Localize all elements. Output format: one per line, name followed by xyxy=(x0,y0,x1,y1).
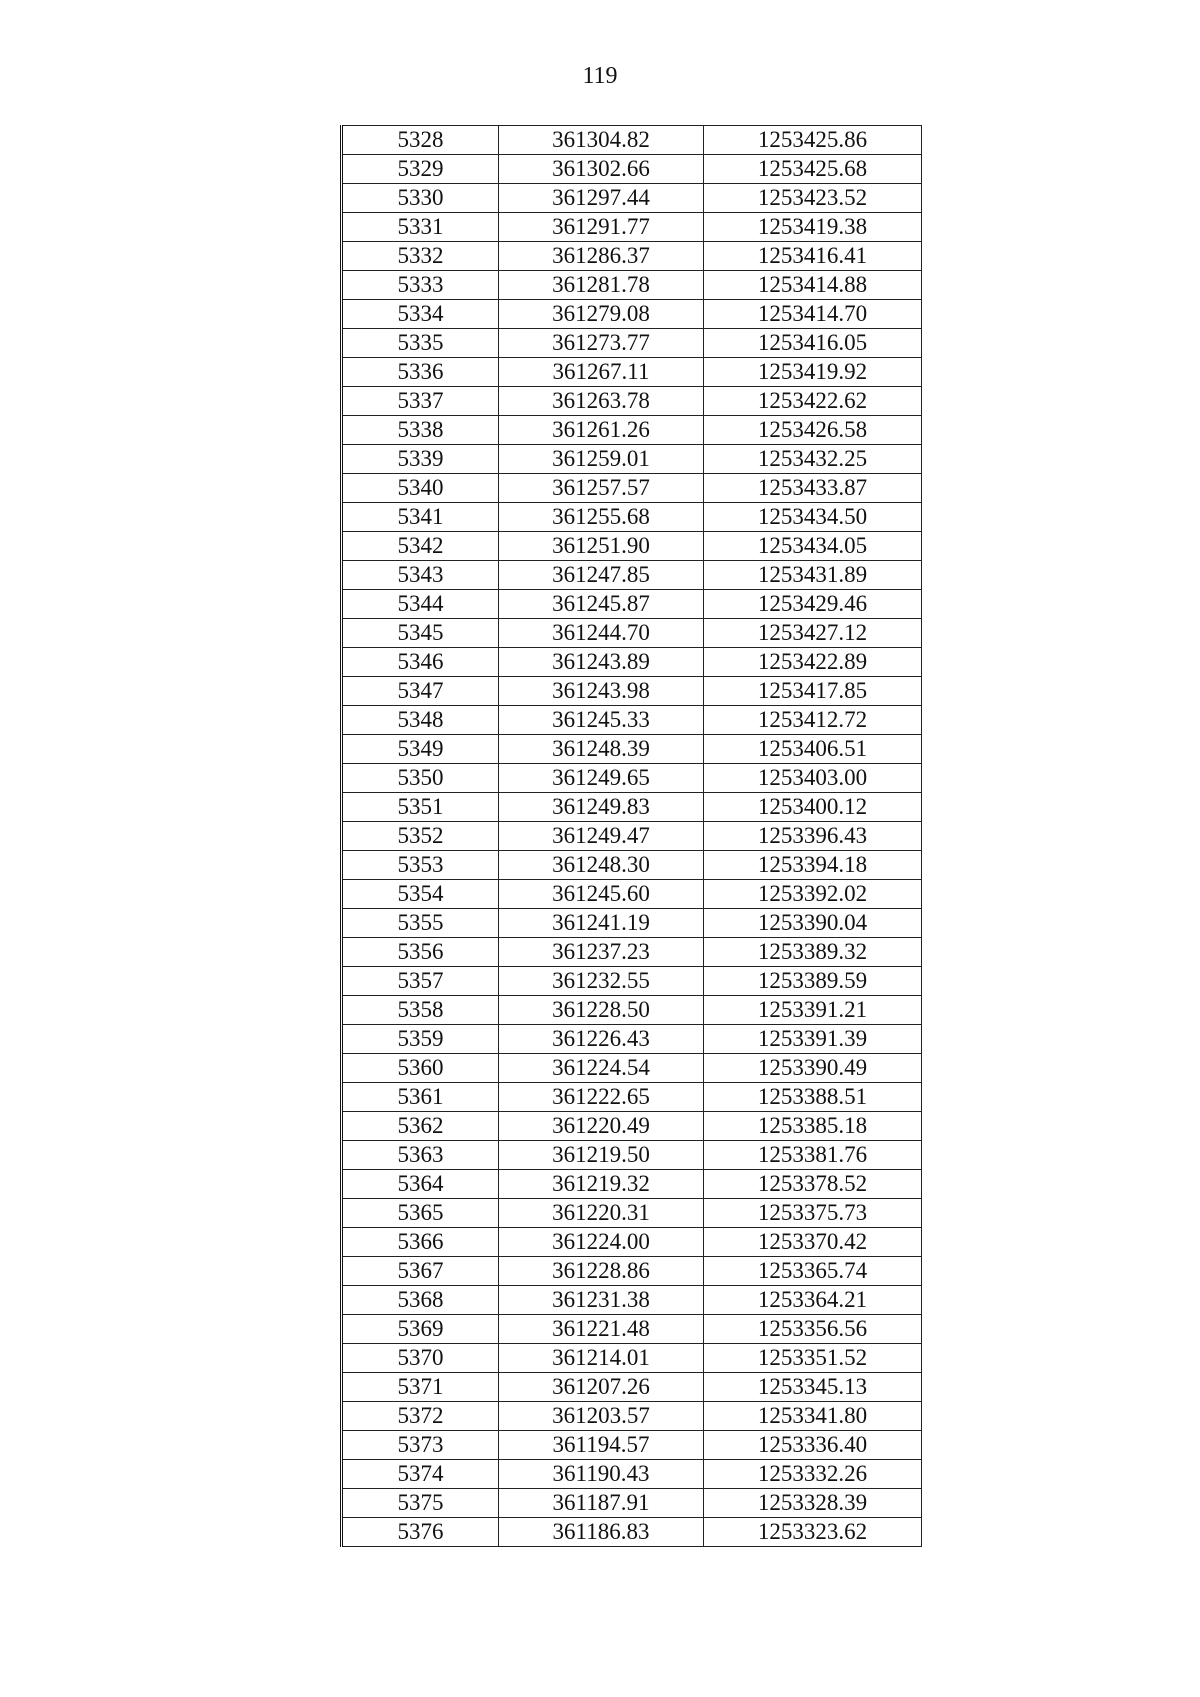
x-coordinate-cell: 361249.83 xyxy=(499,793,704,822)
y-coordinate-cell: 1253365.74 xyxy=(704,1257,922,1286)
page-number: 119 xyxy=(582,63,618,89)
point-id-cell: 5360 xyxy=(342,1054,499,1083)
table-row xyxy=(342,1431,922,1460)
x-coordinate-cell: 361245.87 xyxy=(499,590,704,619)
point-id-cell: 5365 xyxy=(342,1199,499,1228)
y-coordinate-cell: 1253391.39 xyxy=(704,1025,922,1054)
point-id-cell: 5372 xyxy=(342,1402,499,1431)
table-row xyxy=(342,1489,922,1518)
y-coordinate-cell: 1253425.86 xyxy=(704,126,922,155)
y-coordinate-cell: 1253422.62 xyxy=(704,387,922,416)
x-coordinate-cell: 361259.01 xyxy=(499,445,704,474)
y-coordinate-cell: 1253389.32 xyxy=(704,938,922,967)
point-id-cell: 5366 xyxy=(342,1228,499,1257)
x-coordinate-cell: 361245.33 xyxy=(499,706,704,735)
table-row xyxy=(342,1199,922,1228)
y-coordinate-cell: 1253412.72 xyxy=(704,706,922,735)
table-row xyxy=(342,648,922,677)
x-coordinate-cell: 361219.50 xyxy=(499,1141,704,1170)
y-coordinate-cell: 1253381.76 xyxy=(704,1141,922,1170)
point-id-cell: 5349 xyxy=(342,735,499,764)
y-coordinate-cell: 1253400.12 xyxy=(704,793,922,822)
table-row xyxy=(342,126,922,155)
table-row xyxy=(342,358,922,387)
y-coordinate-cell: 1253414.70 xyxy=(704,300,922,329)
point-id-cell: 5357 xyxy=(342,967,499,996)
y-coordinate-cell: 1253392.02 xyxy=(704,880,922,909)
table-row xyxy=(342,416,922,445)
x-coordinate-cell: 361224.54 xyxy=(499,1054,704,1083)
point-id-cell: 5353 xyxy=(342,851,499,880)
y-coordinate-cell: 1253433.87 xyxy=(704,474,922,503)
y-coordinate-cell: 1253429.46 xyxy=(704,590,922,619)
y-coordinate-cell: 1253422.89 xyxy=(704,648,922,677)
table-row xyxy=(342,735,922,764)
x-coordinate-cell: 361251.90 xyxy=(499,532,704,561)
point-id-cell: 5356 xyxy=(342,938,499,967)
x-coordinate-cell: 361245.60 xyxy=(499,880,704,909)
table-row xyxy=(342,532,922,561)
point-id-cell: 5355 xyxy=(342,909,499,938)
table-row xyxy=(342,1460,922,1489)
table-row xyxy=(342,880,922,909)
y-coordinate-cell: 1253370.42 xyxy=(704,1228,922,1257)
y-coordinate-cell: 1253375.73 xyxy=(704,1199,922,1228)
x-coordinate-cell: 361221.48 xyxy=(499,1315,704,1344)
point-id-cell: 5352 xyxy=(342,822,499,851)
point-id-cell: 5341 xyxy=(342,503,499,532)
x-coordinate-cell: 361249.47 xyxy=(499,822,704,851)
point-id-cell: 5373 xyxy=(342,1431,499,1460)
table-row xyxy=(342,822,922,851)
x-coordinate-cell: 361297.44 xyxy=(499,184,704,213)
y-coordinate-cell: 1253434.05 xyxy=(704,532,922,561)
table-row xyxy=(342,851,922,880)
coordinates-table xyxy=(340,125,922,1547)
x-coordinate-cell: 361267.11 xyxy=(499,358,704,387)
y-coordinate-cell: 1253416.05 xyxy=(704,329,922,358)
point-id-cell: 5348 xyxy=(342,706,499,735)
table-row xyxy=(342,764,922,793)
x-coordinate-cell: 361281.78 xyxy=(499,271,704,300)
table-row xyxy=(342,677,922,706)
point-id-cell: 5361 xyxy=(342,1083,499,1112)
x-coordinate-cell: 361232.55 xyxy=(499,967,704,996)
point-id-cell: 5340 xyxy=(342,474,499,503)
x-coordinate-cell: 361302.66 xyxy=(499,155,704,184)
y-coordinate-cell: 1253403.00 xyxy=(704,764,922,793)
y-coordinate-cell: 1253390.49 xyxy=(704,1054,922,1083)
point-id-cell: 5346 xyxy=(342,648,499,677)
y-coordinate-cell: 1253416.41 xyxy=(704,242,922,271)
table-row xyxy=(342,271,922,300)
point-id-cell: 5350 xyxy=(342,764,499,793)
x-coordinate-cell: 361291.77 xyxy=(499,213,704,242)
x-coordinate-cell: 361248.39 xyxy=(499,735,704,764)
table-row xyxy=(342,1228,922,1257)
table-row xyxy=(342,967,922,996)
point-id-cell: 5332 xyxy=(342,242,499,271)
x-coordinate-cell: 361231.38 xyxy=(499,1286,704,1315)
table-body xyxy=(342,126,922,1547)
y-coordinate-cell: 1253432.25 xyxy=(704,445,922,474)
table-row xyxy=(342,503,922,532)
y-coordinate-cell: 1253351.52 xyxy=(704,1344,922,1373)
table-row xyxy=(342,1402,922,1431)
point-id-cell: 5359 xyxy=(342,1025,499,1054)
point-id-cell: 5364 xyxy=(342,1170,499,1199)
table-row xyxy=(342,184,922,213)
table-row xyxy=(342,793,922,822)
table-row xyxy=(342,706,922,735)
point-id-cell: 5342 xyxy=(342,532,499,561)
y-coordinate-cell: 1253323.62 xyxy=(704,1518,922,1547)
point-id-cell: 5344 xyxy=(342,590,499,619)
y-coordinate-cell: 1253390.04 xyxy=(704,909,922,938)
table-row xyxy=(342,1344,922,1373)
table-row xyxy=(342,155,922,184)
table-row xyxy=(342,474,922,503)
point-id-cell: 5367 xyxy=(342,1257,499,1286)
point-id-cell: 5343 xyxy=(342,561,499,590)
point-id-cell: 5374 xyxy=(342,1460,499,1489)
table-row xyxy=(342,445,922,474)
point-id-cell: 5334 xyxy=(342,300,499,329)
x-coordinate-cell: 361190.43 xyxy=(499,1460,704,1489)
point-id-cell: 5368 xyxy=(342,1286,499,1315)
y-coordinate-cell: 1253345.13 xyxy=(704,1373,922,1402)
y-coordinate-cell: 1253389.59 xyxy=(704,967,922,996)
table-row xyxy=(342,996,922,1025)
table-row xyxy=(342,1054,922,1083)
point-id-cell: 5333 xyxy=(342,271,499,300)
table-row xyxy=(342,213,922,242)
x-coordinate-cell: 361214.01 xyxy=(499,1344,704,1373)
y-coordinate-cell: 1253419.38 xyxy=(704,213,922,242)
x-coordinate-cell: 361224.00 xyxy=(499,1228,704,1257)
point-id-cell: 5363 xyxy=(342,1141,499,1170)
table-row xyxy=(342,387,922,416)
table-row xyxy=(342,619,922,648)
y-coordinate-cell: 1253328.39 xyxy=(704,1489,922,1518)
x-coordinate-cell: 361237.23 xyxy=(499,938,704,967)
table-row xyxy=(342,1373,922,1402)
point-id-cell: 5329 xyxy=(342,155,499,184)
x-coordinate-cell: 361226.43 xyxy=(499,1025,704,1054)
point-id-cell: 5328 xyxy=(342,126,499,155)
y-coordinate-cell: 1253332.26 xyxy=(704,1460,922,1489)
y-coordinate-cell: 1253434.50 xyxy=(704,503,922,532)
x-coordinate-cell: 361203.57 xyxy=(499,1402,704,1431)
x-coordinate-cell: 361286.37 xyxy=(499,242,704,271)
point-id-cell: 5354 xyxy=(342,880,499,909)
table-row xyxy=(342,1112,922,1141)
x-coordinate-cell: 361187.91 xyxy=(499,1489,704,1518)
point-id-cell: 5371 xyxy=(342,1373,499,1402)
x-coordinate-cell: 361244.70 xyxy=(499,619,704,648)
y-coordinate-cell: 1253426.58 xyxy=(704,416,922,445)
y-coordinate-cell: 1253423.52 xyxy=(704,184,922,213)
x-coordinate-cell: 361263.78 xyxy=(499,387,704,416)
x-coordinate-cell: 361207.26 xyxy=(499,1373,704,1402)
x-coordinate-cell: 361219.32 xyxy=(499,1170,704,1199)
x-coordinate-cell: 361220.31 xyxy=(499,1199,704,1228)
x-coordinate-cell: 361249.65 xyxy=(499,764,704,793)
point-id-cell: 5376 xyxy=(342,1518,499,1547)
table-row xyxy=(342,1286,922,1315)
point-id-cell: 5369 xyxy=(342,1315,499,1344)
x-coordinate-cell: 361222.65 xyxy=(499,1083,704,1112)
x-coordinate-cell: 361243.89 xyxy=(499,648,704,677)
table-row xyxy=(342,561,922,590)
x-coordinate-cell: 361247.85 xyxy=(499,561,704,590)
table-row xyxy=(342,1025,922,1054)
x-coordinate-cell: 361186.83 xyxy=(499,1518,704,1547)
table-row xyxy=(342,1518,922,1547)
x-coordinate-cell: 361243.98 xyxy=(499,677,704,706)
point-id-cell: 5339 xyxy=(342,445,499,474)
y-coordinate-cell: 1253394.18 xyxy=(704,851,922,880)
point-id-cell: 5358 xyxy=(342,996,499,1025)
point-id-cell: 5335 xyxy=(342,329,499,358)
y-coordinate-cell: 1253336.40 xyxy=(704,1431,922,1460)
x-coordinate-cell: 361194.57 xyxy=(499,1431,704,1460)
table-row xyxy=(342,242,922,271)
x-coordinate-cell: 361220.49 xyxy=(499,1112,704,1141)
point-id-cell: 5336 xyxy=(342,358,499,387)
x-coordinate-cell: 361255.68 xyxy=(499,503,704,532)
y-coordinate-cell: 1253341.80 xyxy=(704,1402,922,1431)
point-id-cell: 5345 xyxy=(342,619,499,648)
table-row xyxy=(342,938,922,967)
point-id-cell: 5362 xyxy=(342,1112,499,1141)
table-row xyxy=(342,590,922,619)
point-id-cell: 5375 xyxy=(342,1489,499,1518)
table-row xyxy=(342,1083,922,1112)
point-id-cell: 5347 xyxy=(342,677,499,706)
y-coordinate-cell: 1253385.18 xyxy=(704,1112,922,1141)
table-row xyxy=(342,909,922,938)
x-coordinate-cell: 361248.30 xyxy=(499,851,704,880)
table-row xyxy=(342,1141,922,1170)
table-row xyxy=(342,300,922,329)
y-coordinate-cell: 1253427.12 xyxy=(704,619,922,648)
table-row xyxy=(342,1170,922,1199)
point-id-cell: 5338 xyxy=(342,416,499,445)
y-coordinate-cell: 1253396.43 xyxy=(704,822,922,851)
y-coordinate-cell: 1253364.21 xyxy=(704,1286,922,1315)
x-coordinate-cell: 361279.08 xyxy=(499,300,704,329)
y-coordinate-cell: 1253406.51 xyxy=(704,735,922,764)
x-coordinate-cell: 361241.19 xyxy=(499,909,704,938)
y-coordinate-cell: 1253431.89 xyxy=(704,561,922,590)
y-coordinate-cell: 1253378.52 xyxy=(704,1170,922,1199)
point-id-cell: 5351 xyxy=(342,793,499,822)
x-coordinate-cell: 361228.86 xyxy=(499,1257,704,1286)
x-coordinate-cell: 361261.26 xyxy=(499,416,704,445)
table-row xyxy=(342,1315,922,1344)
y-coordinate-cell: 1253388.51 xyxy=(704,1083,922,1112)
table-row xyxy=(342,1257,922,1286)
y-coordinate-cell: 1253417.85 xyxy=(704,677,922,706)
x-coordinate-cell: 361304.82 xyxy=(499,126,704,155)
y-coordinate-cell: 1253391.21 xyxy=(704,996,922,1025)
table-row xyxy=(342,329,922,358)
point-id-cell: 5330 xyxy=(342,184,499,213)
x-coordinate-cell: 361273.77 xyxy=(499,329,704,358)
x-coordinate-cell: 361228.50 xyxy=(499,996,704,1025)
x-coordinate-cell: 361257.57 xyxy=(499,474,704,503)
y-coordinate-cell: 1253419.92 xyxy=(704,358,922,387)
y-coordinate-cell: 1253425.68 xyxy=(704,155,922,184)
point-id-cell: 5370 xyxy=(342,1344,499,1373)
y-coordinate-cell: 1253356.56 xyxy=(704,1315,922,1344)
y-coordinate-cell: 1253414.88 xyxy=(704,271,922,300)
point-id-cell: 5331 xyxy=(342,213,499,242)
point-id-cell: 5337 xyxy=(342,387,499,416)
